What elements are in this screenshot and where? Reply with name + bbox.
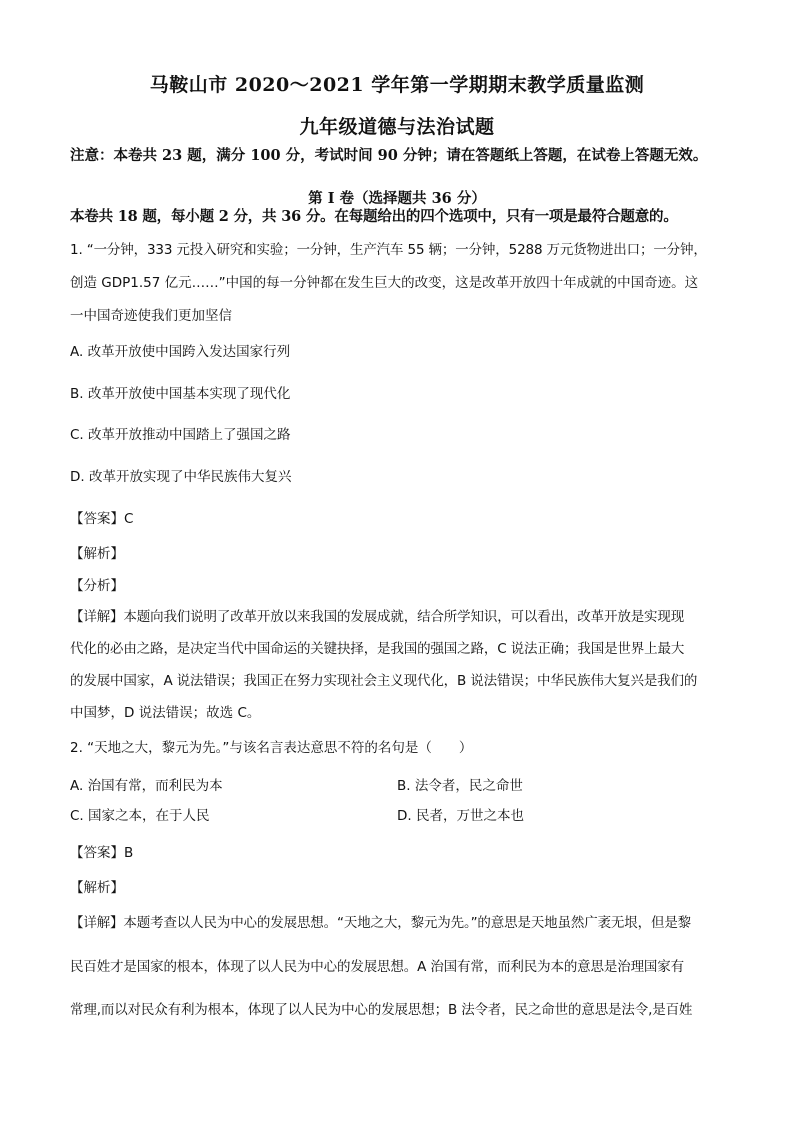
q1-detail-line-2: 代化的必由之路，是决定当代中国命运的关键抉择，是我国的强国之路，C 说法正确；我国是世界上最大 — [70, 641, 685, 657]
q2-analysis-label: 【解析】 — [70, 880, 124, 896]
q2-detail-line-1: 【详解】本题考查以人民为中心的发展思想。“天地之大，黎元为先。”的意思是天地虽然广袤无垠，但是黎 — [70, 915, 692, 931]
q2-option-b: B. 法令者，民之命世 — [397, 778, 523, 794]
section-title: 第 I 卷（选择题共 36 分） — [308, 190, 486, 207]
q1-analyze-label: 【分析】 — [70, 578, 124, 594]
q1-option-d: D. 改革开放实现了中华民族伟大复兴 — [70, 469, 292, 485]
q2-answer: 【答案】B — [70, 845, 134, 861]
q1-analysis-label: 【解析】 — [70, 546, 124, 562]
q1-detail-line-1: 【详解】本题向我们说明了改革开放以来我国的发展成就，结合所学知识，可以看出，改革开放是实现现 — [70, 609, 685, 625]
q1-detail-line-3: 的发展中国家，A 说法错误；我国正在努力实现社会主义现代化，B 说法错误；中华民族伟大复兴是我们的 — [70, 673, 698, 689]
q2-detail-line-2: 民百姓才是国家的根本，体现了以人民为中心的发展思想。A 治国有常，而利民为本的意思是治理国家有 — [70, 959, 684, 975]
q2-option-a: A. 治国有常，而利民为本 — [70, 778, 223, 794]
q2-option-d: D. 民者，万世之本也 — [397, 808, 524, 824]
exam-notice: 注意：本卷共 23 题，满分 100 分，考试时间 90 分钟；请在答题纸上答题，在试卷上答题无效。 — [70, 147, 708, 164]
q1-answer: 【答案】C — [70, 511, 134, 527]
q1-option-a: A. 改革开放使中国跨入发达国家行列 — [70, 344, 291, 360]
q1-option-c: C. 改革开放推动中国踏上了强国之路 — [70, 427, 291, 443]
section-description: 本卷共 18 题，每小题 2 分，共 36 分。在每题给出的四个选项中，只有一项是最符合题意的。 — [70, 208, 678, 225]
q1-stem-line-3: 一中国奇迹使我们更加坚信 — [70, 308, 232, 324]
q1-detail-line-4: 中国梦，D 说法错误；故选 C。 — [70, 705, 261, 721]
q1-stem-line-1: 1. “一分钟，333 元投入研究和实验；一分钟，生产汽车 55 辆；一分钟，5288 万元货物进出口；一分钟， — [70, 242, 707, 258]
q1-option-b: B. 改革开放使中国基本实现了现代化 — [70, 386, 291, 402]
q2-detail-line-3: 常理,而以对民众有利为根本，体现了以人民为中心的发展思想；B 法令者，民之命世的意思是法令,是百姓 — [70, 1002, 693, 1018]
q2-option-c: C. 国家之本，在于人民 — [70, 808, 210, 824]
q1-stem-line-2: 创造 GDP1.57 亿元……”中国的每一分钟都在发生巨大的改变，这是改革开放四十年成就的中国奇迹。这 — [70, 275, 699, 291]
exam-title: 马鞍山市 2020～2021 学年第一学期期末教学质量监测 — [149, 74, 645, 96]
exam-subtitle: 九年级道德与法治试题 — [299, 116, 495, 138]
q2-stem: 2. “天地之大，黎元为先。”与该名言表达意思不符的名句是（ ） — [70, 740, 473, 756]
